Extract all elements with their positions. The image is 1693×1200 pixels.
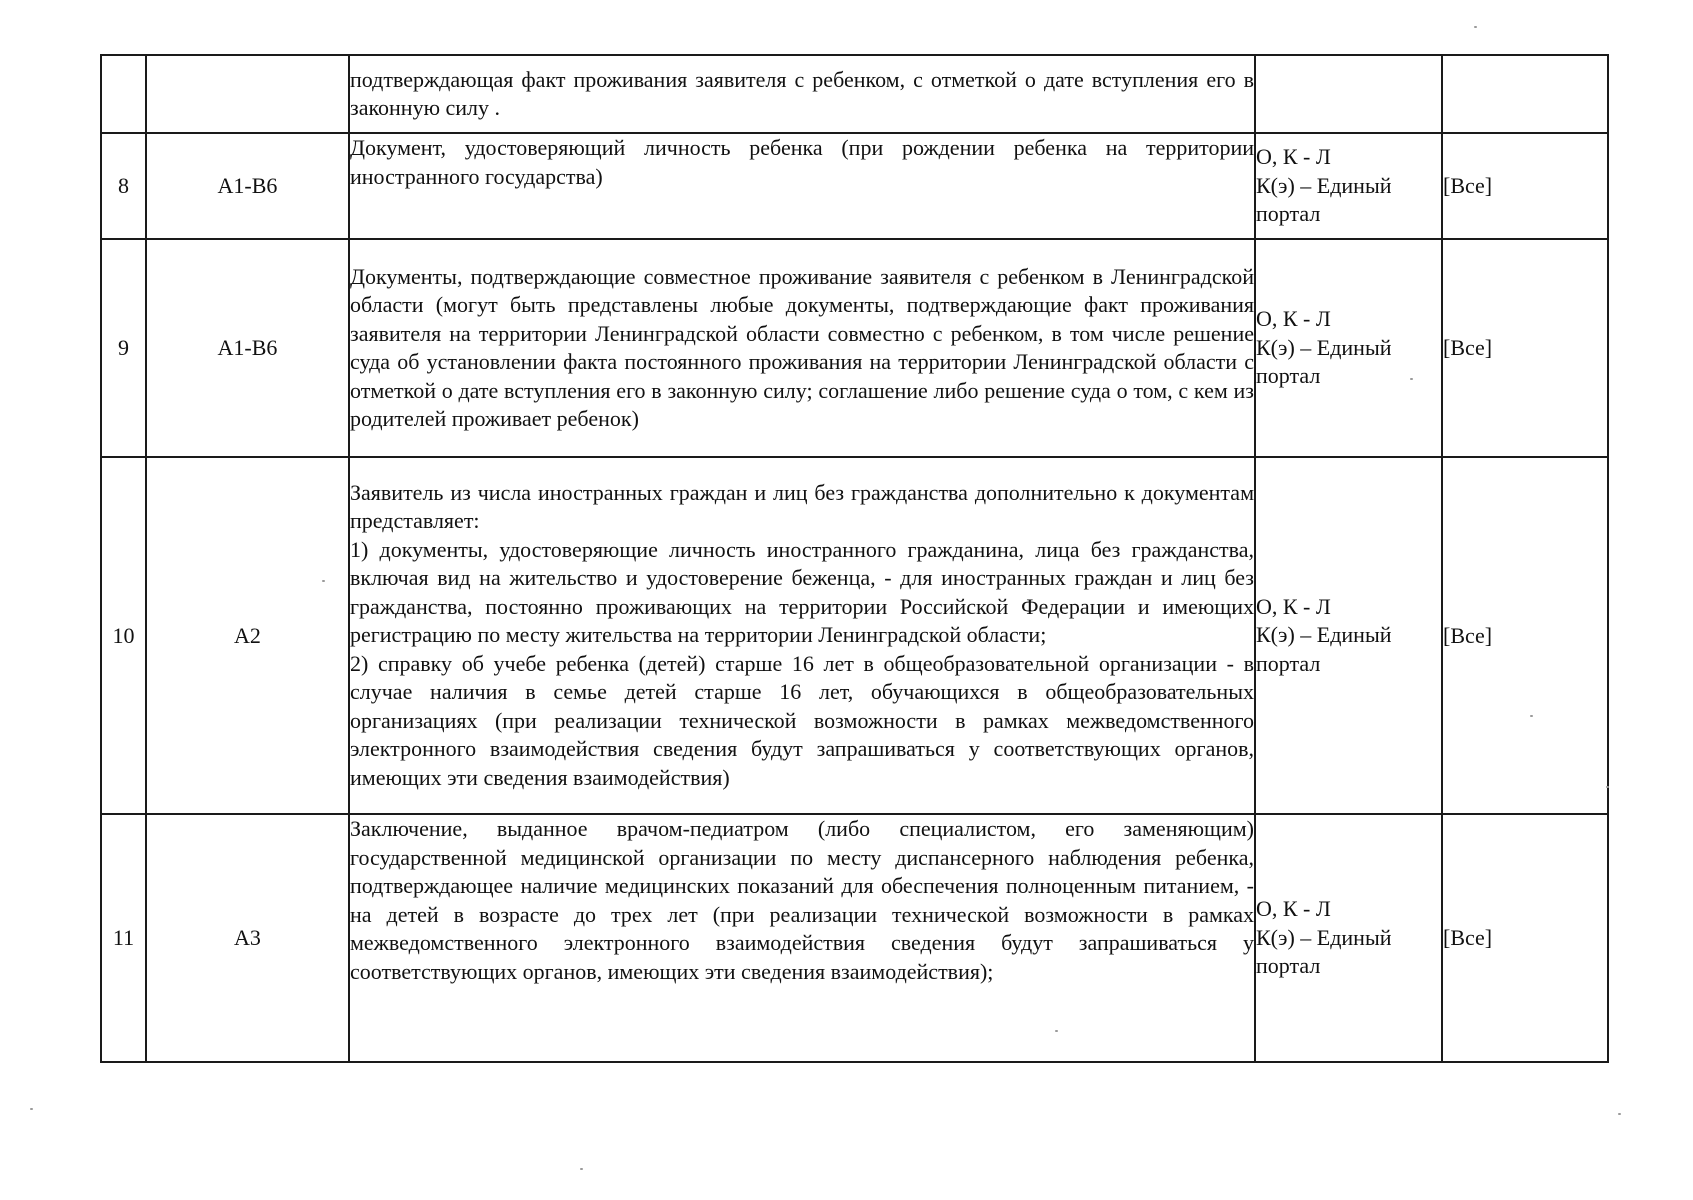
form-line: К(э) – Единый (1256, 172, 1392, 198)
form-line: К(э) – Единый (1256, 924, 1392, 950)
table-row (101, 55, 1608, 133)
row-submission-form (1255, 814, 1442, 1062)
row-submission-form (1255, 55, 1442, 133)
description-paragraph: Заключение, выданное врачом-педиатром (либо специалистом, его заменяющим) государственной медицинской организации по месту диспансерного наблюдения ребенка, подтверждающее наличие медицинских показаний для обеспечения полноценным питанием, - на детей в возрасте до трех лет (при реализации технической возможности в рамках межведомственного электронного взаимодействия сведения будут запрашиваться у соответствующих органов, имеющих эти сведения взаимодействия); (350, 816, 1254, 984)
table-row (101, 457, 1608, 814)
scan-speck (1530, 715, 1533, 717)
form-line: О, К - Л (1256, 144, 1331, 170)
row-number: 8 (101, 133, 146, 239)
row-category: [Все] (1442, 133, 1608, 239)
form-line: О, К - Л (1256, 896, 1331, 922)
scan-speck (1618, 1113, 1621, 1115)
scan-speck (1606, 786, 1609, 788)
scan-speck (1474, 26, 1477, 28)
row-description (349, 239, 1255, 457)
table-row (101, 814, 1608, 1062)
form-line: О, К - Л (1256, 306, 1331, 332)
row-category: [Все] (1442, 239, 1608, 457)
row-code (146, 55, 349, 133)
form-line: портал (1256, 363, 1321, 389)
documents-table (100, 54, 1609, 1063)
form-line: К(э) – Единый (1256, 334, 1392, 360)
row-code: А1-В6 (146, 239, 349, 457)
row-number: 10 (101, 457, 146, 814)
form-line: К(э) – Единый (1256, 622, 1392, 648)
scan-speck (1055, 1030, 1058, 1032)
row-submission-form (1255, 133, 1442, 239)
scan-speck (580, 1168, 583, 1170)
row-category (1442, 55, 1608, 133)
row-number: 11 (101, 814, 146, 1062)
form-line: О, К - Л (1256, 593, 1331, 619)
row-category: [Все] (1442, 814, 1608, 1062)
row-description (349, 55, 1255, 133)
scan-speck (1410, 378, 1413, 380)
row-code: А1-В6 (146, 133, 349, 239)
row-submission-form (1255, 239, 1442, 457)
description-paragraph: Документ, удостоверяющий личность ребенка (при рождении ребенка на территории иностранного государства) (350, 135, 1254, 189)
row-number: 9 (101, 239, 146, 457)
row-category: [Все] (1442, 457, 1608, 814)
row-description (349, 814, 1255, 1062)
form-line: портал (1256, 953, 1321, 979)
description-paragraph: 1) документы, удостоверяющие личность иностранного гражданина, лица без гражданства, включая вид на жительство и удостоверение беженца, - для иностранных граждан и лиц без гражданства, постоянно проживающих на территории Российской Федерации и имеющих регистрацию по месту жительства на территории Ленинградской области; (350, 536, 1254, 648)
row-number (101, 55, 146, 133)
table-row (101, 133, 1608, 239)
description-paragraph: подтверждающая факт проживания заявителя с ребенком, с отметкой о дате вступления его в законную силу . (350, 66, 1254, 120)
form-line: портал (1256, 201, 1321, 227)
scan-speck (30, 1108, 33, 1110)
row-submission-form (1255, 457, 1442, 814)
description-paragraph: 2) справку об учебе ребенка (детей) старше 16 лет в общеобразовательной организации - в случае наличия в семье детей старше 16 лет, обучающихся в общеобразовательных организациях (при реализации технической возможности в рамках межведомственного электронного взаимодействия сведения будут запрашиваться у соответствующих органов, имеющих эти сведения взаимодействия) (350, 650, 1254, 790)
row-description (349, 133, 1255, 239)
form-line: портал (1256, 650, 1321, 676)
row-description (349, 457, 1255, 814)
row-code: А2 (146, 457, 349, 814)
row-code: А3 (146, 814, 349, 1062)
description-paragraph: Заявитель из числа иностранных граждан и лиц без гражданства дополнительно к документам представляет: (350, 479, 1254, 534)
table-row (101, 239, 1608, 457)
scan-speck (322, 580, 325, 582)
description-paragraph: Документы, подтверждающие совместное проживание заявителя с ребенком в Ленинградской области (могут быть представлены любые документы, подтверждающие факт проживания заявителя на территории Ленинградской области совместно с ребенком, в том числе решение суда об установлении факта постоянного проживания на территории Ленинградской области с отметкой о дате вступления его в законную силу; соглашение либо решение суда о том, с кем из родителей проживает ребенок) (350, 263, 1254, 431)
